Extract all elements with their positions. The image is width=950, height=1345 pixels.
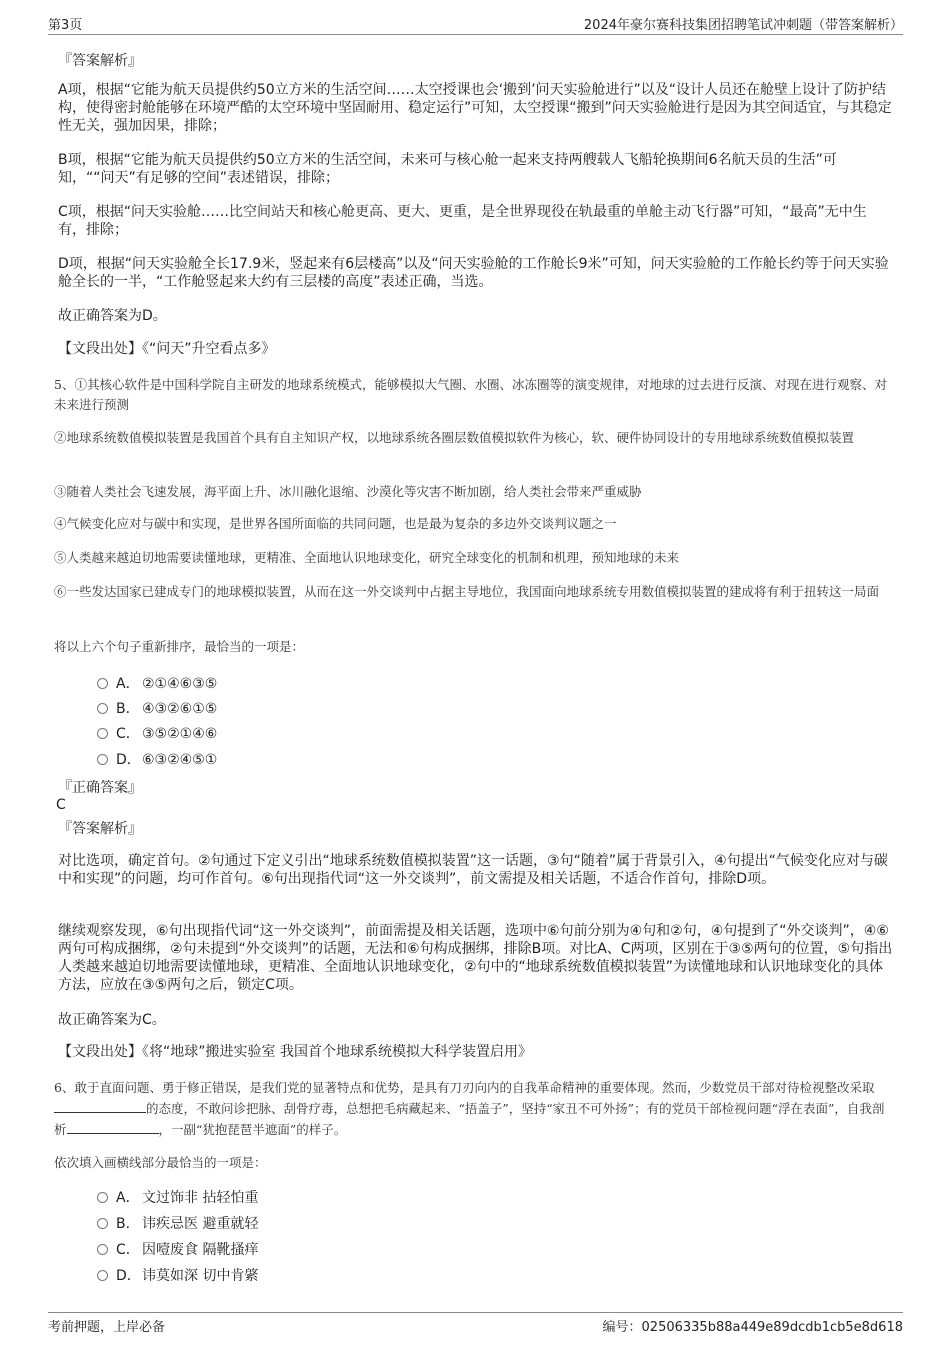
q6-prompt: 依次填入画横线部分最恰当的一项是： xyxy=(54,1155,267,1170)
q5-option-d[interactable]: D．⑥③②④⑤① xyxy=(97,749,217,769)
q5-answer: C xyxy=(56,797,66,813)
q5-sentence-3: ③随着人类社会飞速发展，海平面上升、冰川融化退缩、沙漠化等灾害不断加剧，给人类社会带来严重威胁 xyxy=(54,484,642,499)
q5-sentence-1: 5、①其核心软件是中国科学院自主研发的地球系统模式，能够模拟大气圈、水圈、冰冻圈等的演变规律，对地球的过去进行反演、对现在进行观察、对未来进行预测 xyxy=(54,377,887,412)
q6-option-c[interactable]: C． 因噎废食 隔靴搔痒 xyxy=(97,1239,258,1259)
q5-source: 【文段出处】《将“地球”搬进实验室 我国首个地球系统模拟大科学装置启用》 xyxy=(58,1044,532,1060)
radio-icon[interactable] xyxy=(97,1192,108,1203)
q5-sentence-2: ②地球系统数值模拟装置是我国首个具有自主知识产权，以地球系统各圈层数值模拟软件为核心，软、硬件协同设计的专用地球系统数值模拟装置 xyxy=(54,430,855,445)
page-footer xyxy=(48,1312,903,1335)
radio-icon[interactable] xyxy=(97,1244,108,1255)
q5-prompt: 将以上六个句子重新排序，最恰当的一项是： xyxy=(54,639,305,654)
q4-analysis-label: 『答案解析』 xyxy=(58,53,142,69)
document-title: 2024年豪尔赛科技集团招聘笔试冲刺题（带答案解析） xyxy=(583,18,903,33)
footer-slogan: 考前押题，上岸必备 xyxy=(48,1320,166,1335)
q4-analysis-d: D项，根据“问天实验舱全长17.9米，竖起来有6层楼高”以及“问天实验舱的工作舱长9米”可知，问天实验舱的工作舱长约等于问天实验舱全长的一半，“工作舱竖起来大约有三层楼的高度”表述正确，当选。 xyxy=(58,256,889,290)
q4-analysis-b: B项，根据“它能为航天员提供约50立方米的生活空间，未来可与核心舱一起来支持两艘载人飞船轮换期间6名航天员的生活”可知，““问天”有足够的空间”表述错误，排除； xyxy=(58,152,837,186)
q5-analysis-1: 对比选项，确定首句。②句通过下定义引出“地球系统数值模拟装置”这一话题，③句“随着”属于背景引入，④句提出“气候变化应对与碳中和实现”的问题，均可作首句。⑥句出现指代词“这一外交谈判”，前文需提及相关话题，不适合作首句，排除D项。 xyxy=(58,853,888,887)
q5-conclusion: 故正确答案为C。 xyxy=(58,1012,166,1028)
q5-option-c[interactable]: C． ③⑤②①④⑥ xyxy=(97,723,217,743)
q4-analysis-a: A项，根据“它能为航天员提供约50立方米的生活空间……太空授课也会‘搬到’问天实验舱进行”以及“设计人员还在舱壁上设计了防护结构，使得密封舱能够在环境严酷的太空环境中坚固耐用、稳定运行”可知，太空授课“搬到”问天实验舱进行是因为其空间适宜，与其稳定性无关，强加因果，排除； xyxy=(58,82,892,134)
radio-icon[interactable] xyxy=(97,1270,108,1281)
page-header xyxy=(48,14,903,35)
radio-icon[interactable] xyxy=(97,1218,108,1229)
radio-icon[interactable] xyxy=(97,678,108,689)
q5-option-b[interactable]: B． ④③②⑥①⑤ xyxy=(97,698,217,718)
q5-answer-label: 『正确答案』 xyxy=(58,780,142,796)
q6-question: 6、敢于直面问题、勇于修正错误，是我们党的显著特点和优势，是具有刀刃向内的自我革命精神的重要体现。然而，少数党员干部对待检视整改采取的态度，不敢问诊把脉、刮骨疗毒，总想把毛病藏起来、“捂盖子”，坚持“家丑不可外扬”；有的党员干部检视问题“浮在表面”，自我剖析 ，一副“犹抱琵琶半遮面”的样子。 xyxy=(54,1080,885,1137)
q5-analysis-label: 『答案解析』 xyxy=(58,821,142,837)
q5-sentence-5: ⑤人类越来越迫切地需要读懂地球，更精准、全面地认识地球变化，研究全球变化的机制和机理，预知地球的未来 xyxy=(54,550,680,565)
q5-analysis-2: 继续观察发现，⑥句出现指代词“这一外交谈判”，前面需提及相关话题，选项中⑥句前分别为④句和②句，④句提到了“外交谈判”，④⑥两句可构成捆绑，②句未提到“外交谈判”的话题，无法和⑥句构成捆绑，排除B项。对比A、C两项，区别在于③⑤两句的位置，⑤句指出人类越来越迫切地需要读懂地球，更精准、全面地认识地球变化，②句中的“地球系统数值模拟装置”为读懂地球和认识地球变化的具体方法，应放在③⑤两句之后，锁定C项。 xyxy=(58,923,893,993)
q5-sentence-6: ⑥一些发达国家已建成专门的地球模拟装置，从而在这一外交谈判中占据主导地位，我国面向地球系统专用数值模拟装置的建成将有利于扭转这一局面 xyxy=(54,584,880,599)
fill-blank-1[interactable] xyxy=(54,1100,146,1113)
radio-icon[interactable] xyxy=(97,754,108,765)
radio-icon[interactable] xyxy=(97,728,108,739)
q4-analysis-c: C项，根据“问天实验舱……比空间站天和核心舱更高、更大、更重，是全世界现役在轨最重的单舱主动飞行器”可知，“最高”无中生有，排除； xyxy=(58,204,867,238)
q4-source: 【文段出处】《“问天”升空看点多》 xyxy=(58,341,276,357)
q5-option-a[interactable]: A． ②①④⑥③⑤ xyxy=(97,673,217,693)
radio-icon[interactable] xyxy=(97,703,108,714)
page-number: 第3页 xyxy=(48,18,83,33)
q6-option-a[interactable]: A． 文过饰非 拈轻怕重 xyxy=(97,1187,258,1207)
q6-option-b[interactable]: B． 讳疾忌医 避重就轻 xyxy=(97,1213,258,1233)
q5-sentence-4: ④气候变化应对与碳中和实现，是世界各国所面临的共同问题，也是最为复杂的多边外交谈判议题之一 xyxy=(54,516,617,531)
document-id: 编号：02506335b88a449e89dcdb1cb5e8d618 xyxy=(602,1320,903,1335)
q4-conclusion: 故正确答案为D。 xyxy=(58,308,167,324)
fill-blank-2[interactable] xyxy=(67,1121,159,1134)
q6-option-d[interactable]: D．讳莫如深 切中肯綮 xyxy=(97,1265,258,1285)
